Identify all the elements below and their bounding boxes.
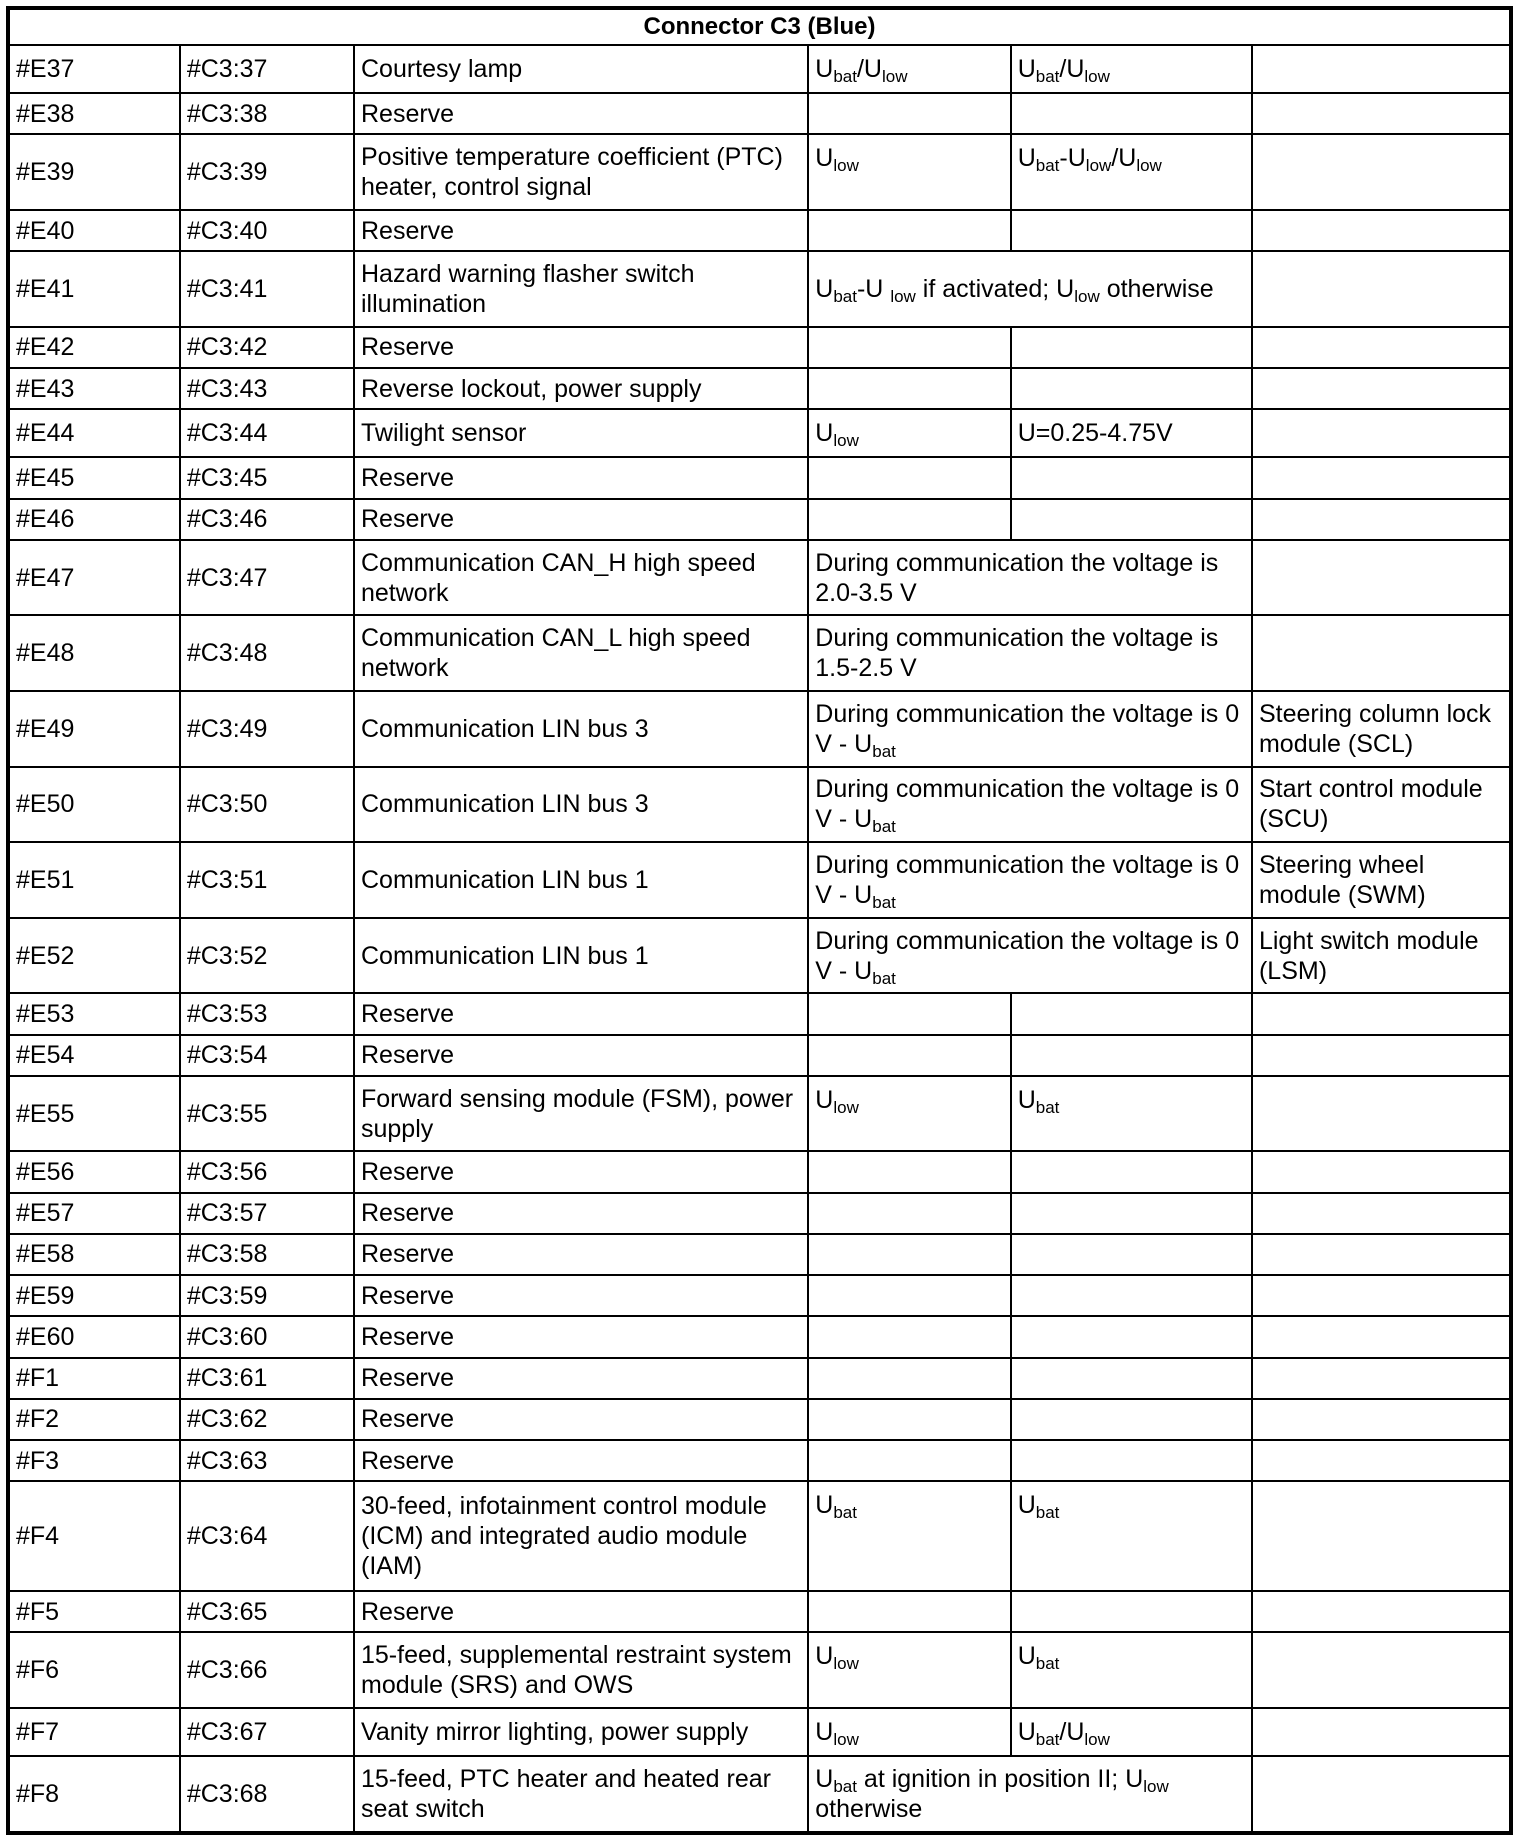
connector-pin-cell: #C3:57 [180,1193,354,1234]
voltage-off-cell [808,1358,1010,1399]
voltage-off-cell: $U_{bat}/U_{low}$ [808,45,1010,93]
note-cell: Steering column lock module (SCL) [1252,691,1511,767]
note-cell [1252,1591,1511,1632]
voltage-on-cell: $U_{bat}/U_{low}$ [1011,45,1252,93]
connector-pin-cell: #C3:62 [180,1399,354,1440]
table-row [8,1275,1511,1316]
voltage-off-cell: $U_{bat}$ [808,1481,1010,1591]
description-cell: Reserve [354,210,808,251]
pin-id-cell: #E37 [8,45,180,93]
description-cell: 15-feed, PTC heater and heated rear seat switch [354,1756,808,1833]
voltage-on-cell [1011,1440,1252,1481]
voltage-off-cell [808,1035,1010,1076]
note-cell: Steering wheel module (SWM) [1252,842,1511,918]
connector-pin-cell: #C3:52 [180,918,354,994]
pin-id-cell: #E45 [8,457,180,498]
table-row [8,1234,1511,1275]
voltage-on-cell [1011,1193,1252,1234]
table-row [8,1151,1511,1192]
connector-pin-cell: #C3:67 [180,1708,354,1756]
note-cell [1252,327,1511,368]
table-row [8,1481,1511,1591]
voltage-on-cell: $U_{bat}$ [1011,1632,1252,1708]
voltage-cell: During communication the voltage is 0 V - $U_{bat}$ [808,691,1252,767]
pin-id-cell: #E42 [8,327,180,368]
voltage-on-cell: $U_{bat}/U_{low}$ [1011,1708,1252,1756]
description-cell: Hazard warning flasher switch illumination [354,251,808,327]
voltage-on-cell [1011,1035,1252,1076]
table-row [8,1193,1511,1234]
description-cell: Communication LIN bus 3 [354,691,808,767]
voltage-off-cell [808,1591,1010,1632]
table-row [8,993,1511,1034]
description-cell: Reserve [354,1035,808,1076]
table-body [8,45,1511,1833]
table-row [8,615,1511,691]
note-cell [1252,1708,1511,1756]
note-cell [1252,210,1511,251]
connector-pin-cell: #C3:64 [180,1481,354,1591]
voltage-off-cell [808,499,1010,540]
note-cell [1252,499,1511,540]
voltage-on-cell [1011,93,1252,134]
connector-pin-cell: #C3:58 [180,1234,354,1275]
connector-pin-cell: #C3:37 [180,45,354,93]
voltage-cell: During communication the voltage is 2.0-3.5 V [808,540,1252,616]
note-cell [1252,409,1511,457]
connector-pin-cell: #C3:41 [180,251,354,327]
voltage-off-cell [808,368,1010,409]
connector-pin-cell: #C3:46 [180,499,354,540]
pin-id-cell: #F8 [8,1756,180,1833]
description-cell: Reserve [354,1440,808,1481]
voltage-off-cell: $U_{low}$ [808,134,1010,210]
voltage-off-cell [808,993,1010,1034]
connector-pin-cell: #C3:54 [180,1035,354,1076]
voltage-on-cell [1011,210,1252,251]
table-row [8,842,1511,918]
voltage-off-cell [808,1440,1010,1481]
table-row [8,1591,1511,1632]
voltage-on-cell: $U_{bat}$ [1011,1481,1252,1591]
description-cell: Reserve [354,1358,808,1399]
table-row [8,1358,1511,1399]
description-cell: Reserve [354,93,808,134]
voltage-off-cell: $U_{low}$ [808,1632,1010,1708]
pin-id-cell: #F3 [8,1440,180,1481]
table-row [8,1316,1511,1357]
connector-table [6,6,1513,1835]
note-cell [1252,134,1511,210]
voltage-off-cell [808,327,1010,368]
pin-id-cell: #E52 [8,918,180,994]
voltage-on-cell: U=0.25-4.75V [1011,409,1252,457]
note-cell [1252,368,1511,409]
voltage-on-cell [1011,1399,1252,1440]
pin-id-cell: #E43 [8,368,180,409]
voltage-on-cell [1011,327,1252,368]
pin-id-cell: #E46 [8,499,180,540]
voltage-on-cell [1011,368,1252,409]
note-cell [1252,1076,1511,1152]
table-row [8,540,1511,616]
description-cell: Reserve [354,1399,808,1440]
connector-pin-cell: #C3:65 [180,1591,354,1632]
voltage-on-cell [1011,1275,1252,1316]
pin-id-cell: #E57 [8,1193,180,1234]
description-cell: Reserve [354,1151,808,1192]
pin-id-cell: #E56 [8,1151,180,1192]
voltage-on-cell: $U_{bat}-U_{low}/U_{low}$ [1011,134,1252,210]
pin-id-cell: #F2 [8,1399,180,1440]
description-cell: Communication CAN_L high speed network [354,615,808,691]
note-cell [1252,251,1511,327]
pin-id-cell: #E58 [8,1234,180,1275]
voltage-off-cell [808,1399,1010,1440]
pin-id-cell: #E41 [8,251,180,327]
note-cell [1252,93,1511,134]
connector-pin-cell: #C3:39 [180,134,354,210]
voltage-cell: $U_{bat}-U$ $_{low}$ if activated; $U_{low}$ otherwise [808,251,1252,327]
pin-id-cell: #E47 [8,540,180,616]
connector-pin-cell: #C3:55 [180,1076,354,1152]
voltage-cell: During communication the voltage is 0 V - $U_{bat}$ [808,842,1252,918]
connector-pin-cell: #C3:50 [180,767,354,843]
description-cell: Reserve [354,327,808,368]
note-cell [1252,1632,1511,1708]
note-cell [1252,615,1511,691]
table-row [8,1632,1511,1708]
connector-pin-cell: #C3:49 [180,691,354,767]
voltage-cell: During communication the voltage is 0 V - $U_{bat}$ [808,767,1252,843]
connector-pin-cell: #C3:51 [180,842,354,918]
pin-id-cell: #E38 [8,93,180,134]
connector-pin-cell: #C3:66 [180,1632,354,1708]
connector-pin-cell: #C3:60 [180,1316,354,1357]
pin-id-cell: #F5 [8,1591,180,1632]
table-row [8,327,1511,368]
description-cell: 15-feed, supplemental restraint system module (SRS) and OWS [354,1632,808,1708]
pin-id-cell: #F7 [8,1708,180,1756]
connector-pin-cell: #C3:63 [180,1440,354,1481]
table-title: Connector C3 (Blue) [8,8,1511,45]
voltage-on-cell [1011,1234,1252,1275]
voltage-on-cell [1011,1151,1252,1192]
pin-id-cell: #E50 [8,767,180,843]
pin-id-cell: #E39 [8,134,180,210]
table-row [8,93,1511,134]
description-cell: Reserve [354,1275,808,1316]
table-row [8,251,1511,327]
voltage-on-cell: $U_{bat}$ [1011,1076,1252,1152]
table-row [8,499,1511,540]
pin-id-cell: #E51 [8,842,180,918]
voltage-on-cell [1011,993,1252,1034]
note-cell [1252,1756,1511,1833]
note-cell [1252,1151,1511,1192]
description-cell: Forward sensing module (FSM), power supply [354,1076,808,1152]
table-row [8,409,1511,457]
table-row [8,767,1511,843]
voltage-on-cell [1011,1358,1252,1399]
pin-id-cell: #E48 [8,615,180,691]
voltage-on-cell [1011,1591,1252,1632]
connector-pin-cell: #C3:48 [180,615,354,691]
connector-pin-cell: #C3:53 [180,993,354,1034]
note-cell [1252,993,1511,1034]
table-row [8,1076,1511,1152]
voltage-on-cell [1011,499,1252,540]
table-row [8,45,1511,93]
voltage-off-cell [808,1316,1010,1357]
pin-id-cell: #E49 [8,691,180,767]
connector-pin-cell: #C3:61 [180,1358,354,1399]
connector-pin-cell: #C3:59 [180,1275,354,1316]
note-cell [1252,1440,1511,1481]
note-cell [1252,45,1511,93]
table-row [8,1440,1511,1481]
voltage-cell: $U_{bat}$ at ignition in position II; $U_{low}$ otherwise [808,1756,1252,1833]
voltage-on-cell [1011,457,1252,498]
connector-pin-cell: #C3:43 [180,368,354,409]
pin-id-cell: #F4 [8,1481,180,1591]
table-row [8,691,1511,767]
voltage-off-cell [808,1234,1010,1275]
description-cell: Communication CAN_H high speed network [354,540,808,616]
voltage-cell: During communication the voltage is 0 V - $U_{bat}$ [808,918,1252,994]
pin-id-cell: #E44 [8,409,180,457]
description-cell: Reserve [354,1591,808,1632]
voltage-off-cell [808,457,1010,498]
voltage-off-cell: $U_{low}$ [808,1708,1010,1756]
note-cell: Start control module (SCU) [1252,767,1511,843]
description-cell: Reserve [354,993,808,1034]
description-cell: Reserve [354,1234,808,1275]
description-cell: Reverse lockout, power supply [354,368,808,409]
note-cell [1252,1035,1511,1076]
table-row [8,1399,1511,1440]
voltage-off-cell: $U_{low}$ [808,409,1010,457]
voltage-cell: During communication the voltage is 1.5-2.5 V [808,615,1252,691]
description-cell: Communication LIN bus 1 [354,918,808,994]
connector-pin-cell: #C3:44 [180,409,354,457]
table-row [8,368,1511,409]
voltage-off-cell [808,1193,1010,1234]
pin-id-cell: #E53 [8,993,180,1034]
pin-id-cell: #E55 [8,1076,180,1152]
table-row [8,1035,1511,1076]
voltage-off-cell [808,1151,1010,1192]
connector-pin-cell: #C3:47 [180,540,354,616]
connector-pin-cell: #C3:68 [180,1756,354,1833]
voltage-off-cell [808,1275,1010,1316]
table-row [8,134,1511,210]
description-cell: Vanity mirror lighting, power supply [354,1708,808,1756]
table-row [8,918,1511,994]
description-cell: 30-feed, infotainment control module (ICM) and integrated audio module (IAM) [354,1481,808,1591]
note-cell [1252,457,1511,498]
connector-pin-cell: #C3:38 [180,93,354,134]
voltage-off-cell [808,210,1010,251]
table-row [8,457,1511,498]
description-cell: Reserve [354,1316,808,1357]
connector-pin-cell: #C3:56 [180,1151,354,1192]
voltage-on-cell [1011,1316,1252,1357]
connector-pin-cell: #C3:45 [180,457,354,498]
description-cell: Communication LIN bus 1 [354,842,808,918]
note-cell: Light switch module (LSM) [1252,918,1511,994]
note-cell [1252,1316,1511,1357]
description-cell: Positive temperature coefficient (PTC) heater, control signal [354,134,808,210]
description-cell: Courtesy lamp [354,45,808,93]
pin-id-cell: #E60 [8,1316,180,1357]
description-cell: Reserve [354,499,808,540]
description-cell: Reserve [354,457,808,498]
table-row [8,1708,1511,1756]
voltage-off-cell [808,93,1010,134]
note-cell [1252,1481,1511,1591]
pin-id-cell: #E40 [8,210,180,251]
description-cell: Twilight sensor [354,409,808,457]
pin-id-cell: #E59 [8,1275,180,1316]
note-cell [1252,1275,1511,1316]
note-cell [1252,1193,1511,1234]
connector-pin-cell: #C3:42 [180,327,354,368]
description-cell: Communication LIN bus 3 [354,767,808,843]
note-cell [1252,1358,1511,1399]
description-cell: Reserve [354,1193,808,1234]
table-row [8,210,1511,251]
note-cell [1252,1234,1511,1275]
note-cell [1252,1399,1511,1440]
pin-id-cell: #E54 [8,1035,180,1076]
voltage-off-cell: $U_{low}$ [808,1076,1010,1152]
pin-id-cell: #F1 [8,1358,180,1399]
note-cell [1252,540,1511,616]
pin-id-cell: #F6 [8,1632,180,1708]
connector-pin-cell: #C3:40 [180,210,354,251]
table-row [8,1756,1511,1833]
